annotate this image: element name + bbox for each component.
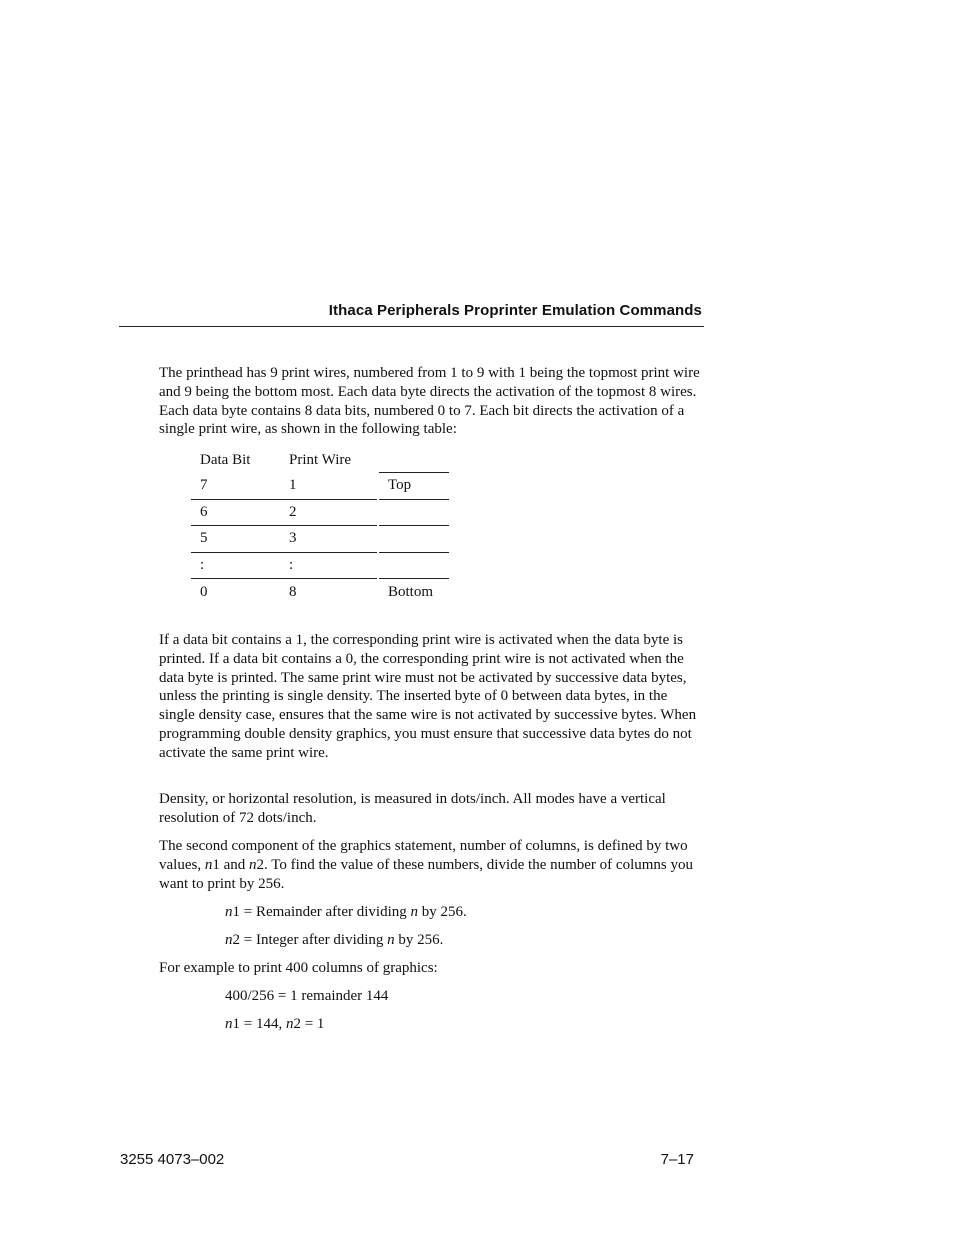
n1-definition: n1 = Remainder after dividing n by 256. xyxy=(225,904,467,920)
print-wire-cell: 2 xyxy=(280,500,377,527)
example-division: 400/256 = 1 remainder 144 xyxy=(225,988,389,1004)
table-row xyxy=(191,473,449,500)
header-divider xyxy=(119,326,704,327)
position-cell: Top xyxy=(379,473,449,500)
column-header-print-wire: Print Wire xyxy=(289,452,352,468)
data-bit-cell: 6 xyxy=(191,500,280,527)
page-header-title: Ithaca Peripherals Proprinter Emulation Commands xyxy=(328,302,702,319)
data-bit-cell: 5 xyxy=(191,526,280,553)
example-result: n1 = 144, n2 = 1 xyxy=(225,1016,325,1032)
table-row xyxy=(191,526,449,553)
n2-definition: n2 = Integer after dividing n by 256. xyxy=(225,932,444,948)
print-wire-cell: : xyxy=(280,553,377,580)
activation-paragraph: If a data bit contains a 1, the corresponding print wire is activated when the data byte is printed. If a data bit contains a 0, the corresponding print wire is not activated when the data byte is printed. The same print wire must not be activated by successive data bytes, unless the printing is single density. The inserted byte of 0 between data bytes, in the single density case, ensures that the same wire is not activated by successive bytes. When programming double density graphics, you must ensure that successive data bytes do not activate the same print wire. xyxy=(159,632,697,761)
data-bit-cell: 0 xyxy=(200,583,208,600)
data-bit-cell: 7 xyxy=(191,473,280,500)
footer-page-number: 7–17 xyxy=(660,1151,694,1168)
table-row xyxy=(191,553,449,580)
print-wire-cell: 1 xyxy=(280,473,377,500)
density-paragraph: Density, or horizontal resolution, is measured in dots/inch. All modes have a vertical resolution of 72 dots/inch. xyxy=(159,791,666,826)
print-wire-cell: 8 xyxy=(289,583,297,600)
table-row xyxy=(191,500,449,527)
print-wire-cell: 3 xyxy=(280,526,377,553)
example-intro: For example to print 400 columns of graphics: xyxy=(159,960,438,976)
table-header-row xyxy=(191,452,449,473)
position-cell xyxy=(379,553,449,580)
column-header-data-bit: Data Bit xyxy=(200,452,251,468)
position-cell xyxy=(379,526,449,553)
position-cell: Bottom xyxy=(388,583,434,600)
table-row xyxy=(191,579,449,605)
intro-paragraph: The printhead has 9 print wires, numbered from 1 to 9 with 1 being the topmost print wire and 9 being the bottom most. Each data byte directs the activation of the topmost 8 wires. Each data byte contains 8 data bits, numbered 0 to 7. Each bit directs the activation of a single print wire, as shown in the following table: xyxy=(159,365,700,438)
data-bit-table xyxy=(191,452,449,605)
position-cell xyxy=(379,500,449,527)
data-bit-cell: : xyxy=(191,553,280,580)
column-header-position xyxy=(379,452,449,473)
columns-paragraph: The second component of the graphics statement, number of columns, is defined by two values, n1 and n2. To find the value of these numbers, divide the number of columns you want to print by 256. xyxy=(159,838,694,892)
footer-doc-number: 3255 4073–002 xyxy=(120,1151,225,1168)
